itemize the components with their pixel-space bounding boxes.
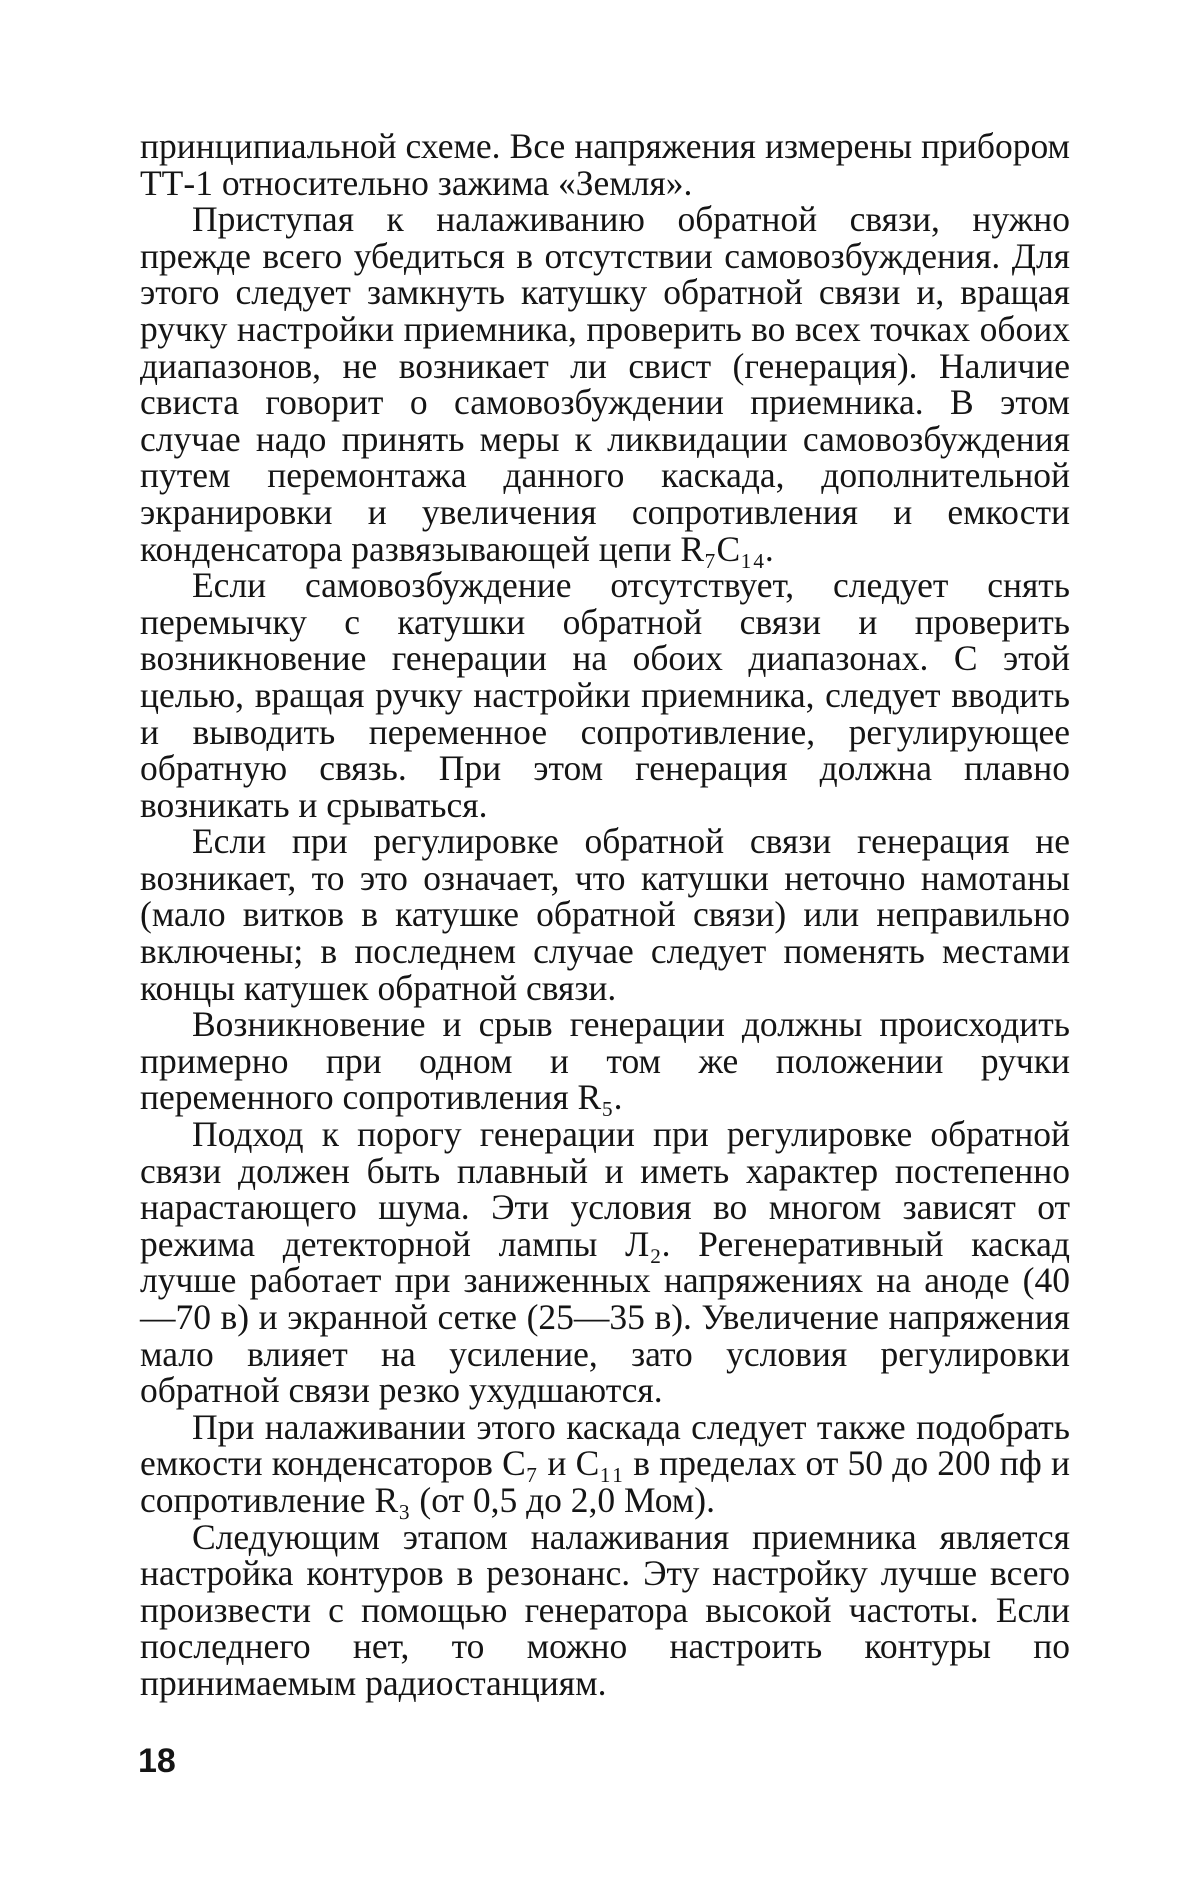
paragraph: Следующим этапом налаживания приемника является настройка контуров в резонанс. Эту настройку лучше всего произвести с помощью генератора высокой частоты. Если последнего нет, то можно настроить контуры по принимаемым радиостанциям.: [140, 1516, 1070, 1703]
paragraph: принципиальной схеме. Все напряжения измерены прибором ТТ-1 относительно зажима «Земля».: [140, 126, 1070, 203]
page-number: 18: [138, 1742, 176, 1780]
paragraph: Если самовозбуждение отсутствует, следует снять перемычку с катушки обратной связи и проверить возникновение генерации на обоих диапазонах. С этой целью, вращая ручку настройки приемника, следует вводить и выводить переменное сопротивление, регулирующее обратную связь. При этом генерация должна плавно возникать и срываться.: [140, 565, 1070, 825]
page-body: [140, 128, 1070, 1702]
paragraph: Возникновение и срыв генерации должны происходить примерно при одном и том же положении ручки переменного сопротивления R₅.: [140, 1004, 1070, 1118]
paragraph: Приступая к налаживанию обратной связи, нужно прежде всего убедиться в отсутствии самовозбуждения. Для этого следует замкнуть катушку обратной связи и, вращая ручку настройки приемника, проверить во всех точках обоих диапазонов, не возникает ли свист (генерация). Наличие свиста говорит о самовозбуждении приемника. В этом случае надо принять меры к ликвидации самовозбуждения путем перемонтажа данного каскада, дополнительной экранировки и увеличения сопротивления и емкости конденсатора развязывающей цепи R₇C₁₄.: [140, 199, 1070, 569]
paragraph: При налаживании этого каскада следует также подобрать емкости конденсаторов C₇ и C₁₁ в пределах от 50 до 200 пф и сопротивление R₃ (от 0,5 до 2,0 Мом).: [140, 1406, 1070, 1520]
paragraph: Если при регулировке обратной связи генерация не возникает, то это означает, что катушки неточно намотаны (мало витков в катушке обратной связи) или неправильно включены; в последнем случае следует поменять местами концы катушек обратной связи.: [140, 821, 1070, 1008]
paragraph: Подход к порогу генерации при регулировке обратной связи должен быть плавный и иметь характер постепенно нарастающего шума. Эти условия во многом зависят от режима детекторной лампы Л₂. Регенеративный каскад лучше работает при заниженных напряжениях на аноде (40—70 в) и экранной сетке (25—35 в). Увеличение напряжения мало влияет на усиление, зато условия регулировки обратной связи резко ухудшаются.: [140, 1114, 1070, 1411]
